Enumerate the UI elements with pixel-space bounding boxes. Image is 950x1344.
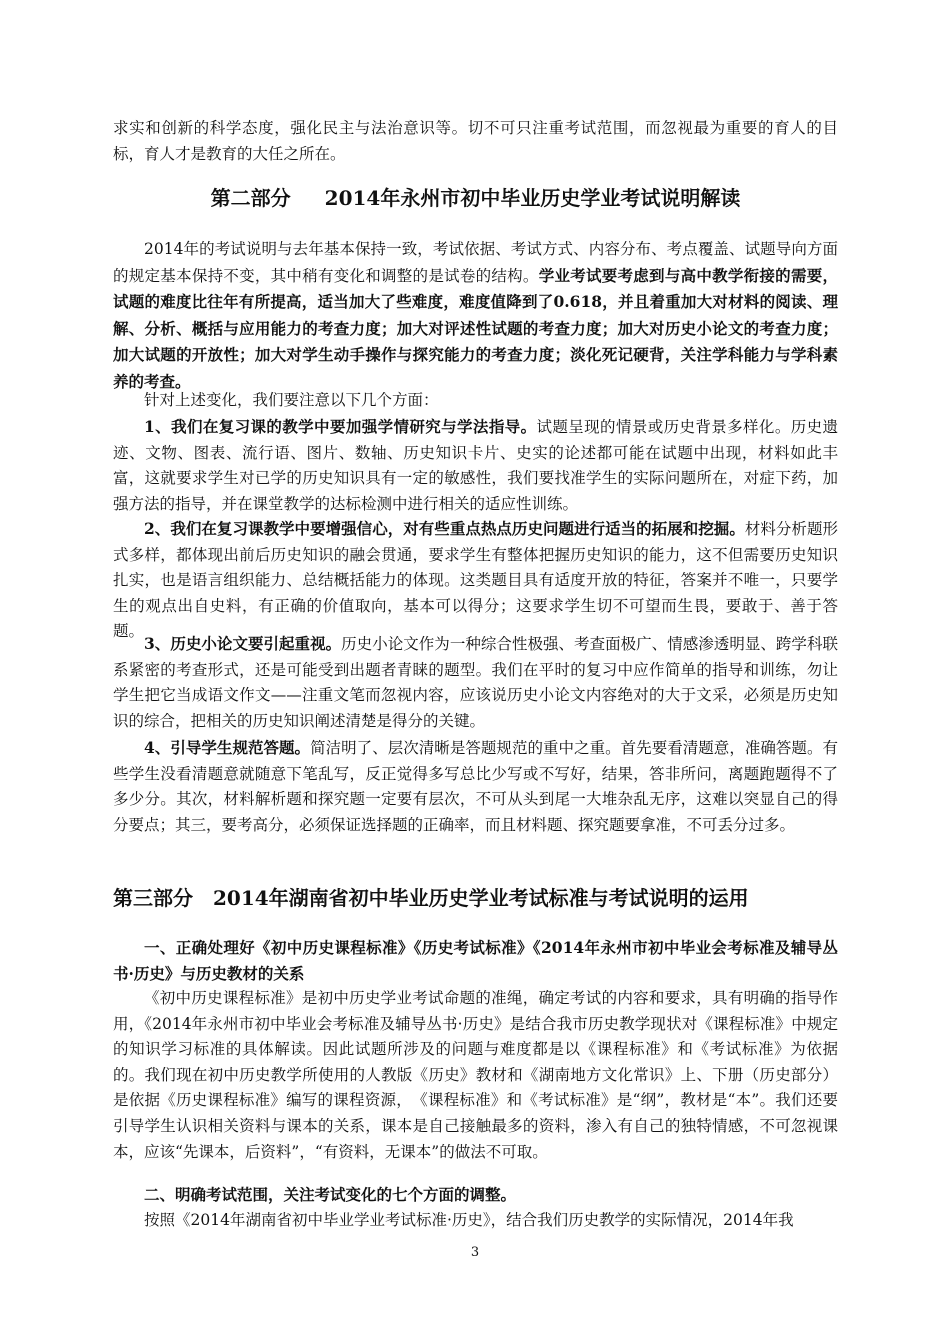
item4-heading: 4、引导学生规范答题。	[144, 738, 311, 757]
item3-heading: 3、历史小论文要引起重视。	[144, 634, 342, 653]
section3-title: 2014年湖南省初中毕业历史学业考试标准与考试说明的运用	[213, 886, 749, 910]
item4-text: 简洁明了、层次清晰是答题规范的重中之重。首先要看清题意，准确答题。有些学生没看清题意就随意下笔乱写，反正觉得多写总比少写或不写好，结果，答非所问，离题跑题得不了多少分。其次，材料解析题和探究题一定要有层次，不可从头到尾一大堆杂乱无序，这难以突显自己的得分要点；其三，要考高分，必须保证选择题的正确率，而且材料题、探究题要拿准，不可丢分过多。	[113, 739, 838, 834]
intro-paragraph	[113, 116, 838, 167]
section3-paragraph-1	[113, 986, 838, 1165]
page-number: 3	[470, 1245, 480, 1260]
section2-item-3	[113, 631, 838, 734]
section2-p2-text: 针对上述变化，我们要注意以下几个方面：	[144, 391, 439, 409]
section3-p1-text: 《初中历史课程标准》是初中历史学业考试命题的准绳，确定考试的内容和要求，具有明确的指导作用，《2014年永州市初中毕业会考标准及辅导丛书·历史》是结合我市历史教学现状对《课程标准》中规定的知识学习标准的具体解读。因此试题所涉及的问题与难度都是以《课程标准》和《考试标准》为依据的。我们现在初中历史教学所使用的人教版《历史》教材和《湖南地方文化常识》上、下册（历史部分）是依据《历史课程标准》编写的课程资源， 《课程标准》和《考试标准》是“纲”，教材是“本”。我们还要引导学生认识相关资料与课本的关系，课本是自己接触最多的资料，渗入有自己的独特情感，不可忽视课本，应该“先课本，后资料”，“有资料，无课本”的做法不可取。	[113, 989, 838, 1161]
section3-subheading-1	[113, 935, 838, 986]
item3-text: 历史小论文作为一种综合性极强、考查面极广、情感渗透明显、跨学科联系紧密的考查形式，还是可能受到出题者青睐的题型。我们在平时的复习中应作简单的指导和训练，勿让学生把它当成语文作文——注重文笔而忽视内容，应该说历史小论文内容绝对的大于文采，必须是历史知识的综合，把相关的历史知识阐述清楚是得分的关键。	[113, 635, 838, 730]
section2-item-2	[113, 516, 838, 645]
section2-paragraph-1	[113, 237, 838, 396]
section2-paragraph-2	[113, 388, 838, 414]
section3-p2-text: 按照《2014年湖南省初中毕业学业考试标准·历史》，结合我们历史教学的实际情况，2014年我	[144, 1211, 794, 1229]
section2-item-4	[113, 735, 838, 838]
item1-text: 试题呈现的情景或历史背景多样化。历史遗迹、文物、图表、流行语、图片、数轴、历史知识卡片、史实的论述都可能在试题中出现，材料如此丰富，这就要求学生对已学的历史知识具有一定的敏感性，我们要找准学生的实际问题所在，对症下药，加强方法的指导，并在课堂教学的达标检测中进行相关的适应性训练。	[113, 418, 838, 513]
subheading2-text: 二、明确考试范围，关注考试变化的七个方面的调整。	[144, 1185, 517, 1204]
section2-item-1	[113, 414, 838, 517]
subheading1-text: 一、正确处理好《初中历史课程标准》《历史考试标准》《2014年永州市初中毕业会考标准及辅导丛书·历史》与历史教材的关系	[113, 938, 838, 983]
item2-text: 材料分析题形式多样，都体现出前后历史知识的融会贯通，要求学生有整体把握历史知识的能力，这不但需要历史知识扎实，也是语言组织能力、总结概括能力的体现。这类题目具有适度开放的特征，答案并不唯一，只要学生的观点出自史料，有正确的价值取向，基本可以得分；这要求学生切不可望而生畏，要敢于、善于答题。	[113, 520, 838, 641]
section3-paragraph-2	[113, 1208, 838, 1234]
item2-heading: 2、我们在复习课教学中要增强信心，对有些重点热点历史问题进行适当的拓展和挖掘。	[144, 519, 745, 538]
item1-heading: 1、我们在复习课的教学中要加强学情研究与学法指导。	[144, 417, 537, 436]
section3-subheading-2	[113, 1182, 838, 1208]
intro-text: 求实和创新的科学态度，强化民主与法治意识等。切不可只注重考试范围，而忽视最为重要的育人的目标，育人才是教育的大任之所在。	[113, 119, 838, 163]
section3-heading	[113, 884, 838, 912]
section2-title: 2014年永州市初中毕业历史学业考试说明解读	[324, 186, 741, 210]
section2-p1-text: 2014年的考试说明与去年基本保持一致，考试依据、考试方式、内容分布、考点覆盖、试题导向方面的规定基本保持不变，其中稍有变化和调整的是试卷的结构。	[113, 240, 838, 285]
section2-p1-emphasis: 学业考试要考虑到与高中教学衔接的需要，试题的难度比往年有所提高，适当加大了些难度，难度值降到了0.618，并且着重加大对材料的阅读、理解、分析、概括与应用能力的考查力度；加大对评述性试题的考查力度；加大对历史小论文的考查力度；加大试题的开放性；加大对学生动手操作与探究能力的考查力度；淡化死记硬背，关注学科能力与学科素养的考查。	[113, 265, 838, 391]
section3-label: 第三部分	[113, 886, 193, 910]
section2-label: 第二部分	[210, 186, 291, 210]
section2-heading	[113, 184, 838, 212]
